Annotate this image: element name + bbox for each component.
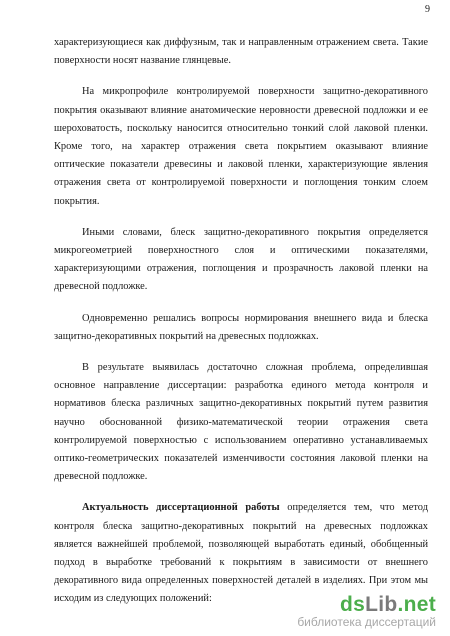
paragraph-5-text: В результате выявилась достаточно сложная проблема, определившая основное направление диссертации: разработка единого метода контроля и нормативов блеска различных защитно-декоративных покрытий путем развития научно обоснованной физико-математической теории отражения света контролируемой поверхностью с использованием оперативно устанавливаемых оптико-геометрических показателей изменчивости состояния лаковой пленки на древесной подложке.: [54, 362, 428, 483]
dslib-logo: [297, 594, 436, 615]
logo-part-net: .net: [397, 593, 436, 616]
logo-part-lib: Lib: [365, 593, 398, 616]
page-number: 9: [425, 4, 430, 15]
paragraph-3-text: Иными словами, блеск защитно-декоративного покрытия определяется микрогеометрией поверхностного слоя и оптическими показателями, характеризующими отражения, поглощения и прозрачность лаковой пленки на древесной подложке.: [54, 226, 428, 293]
paragraph-2-text: На микропрофиле контролируемой поверхности защитно-декоративного покрытия оказывают влияние анатомические неровности древесной подложки и ее шероховатость, поскольку наносится относительно тонкий слой лаковой пленки. Кроме того, на характер отражения света покрытием оказывают влияние оптические показатели древесины и лаковой пленки, характеризующие явления отражения света от контролируемой поверхности и поглощения тонким слоем покрытия.: [54, 86, 428, 207]
paragraph-4: [54, 310, 428, 346]
paragraph-6-bold-lead: Актуальность диссертационной работы: [82, 502, 280, 514]
paragraph-6-text: определяется тем, что метод контроля блеска защитно-декоративных покрытий на древесных подложках является важнейшей проблемой, позволяющей выработать единый, обобщенный подход в выработке требований к покрытиям в зависимости от внешнего декоративного вида определенных поверхностей деталей в изделиях. При этом мы исходим из следующих положений:: [54, 502, 428, 605]
dslib-watermark: [297, 594, 436, 628]
paragraph-2: [54, 83, 428, 210]
paragraph-1: [54, 34, 428, 70]
paragraph-4-text: Одновременно решались вопросы нормирования внешнего вида и блеска защитно-декоративных покрытий на древесных подложках.: [54, 312, 428, 342]
paragraph-3: [54, 224, 428, 297]
document-body: [54, 34, 428, 622]
watermark-subtitle: библиотека диссертаций: [297, 615, 436, 629]
paragraph-5: [54, 359, 428, 486]
paragraph-1-text: характеризующиеся как диффузным, так и направленным отражением света. Такие поверхности носят название глянцевые.: [54, 37, 428, 67]
logo-part-ds: ds: [339, 593, 366, 616]
